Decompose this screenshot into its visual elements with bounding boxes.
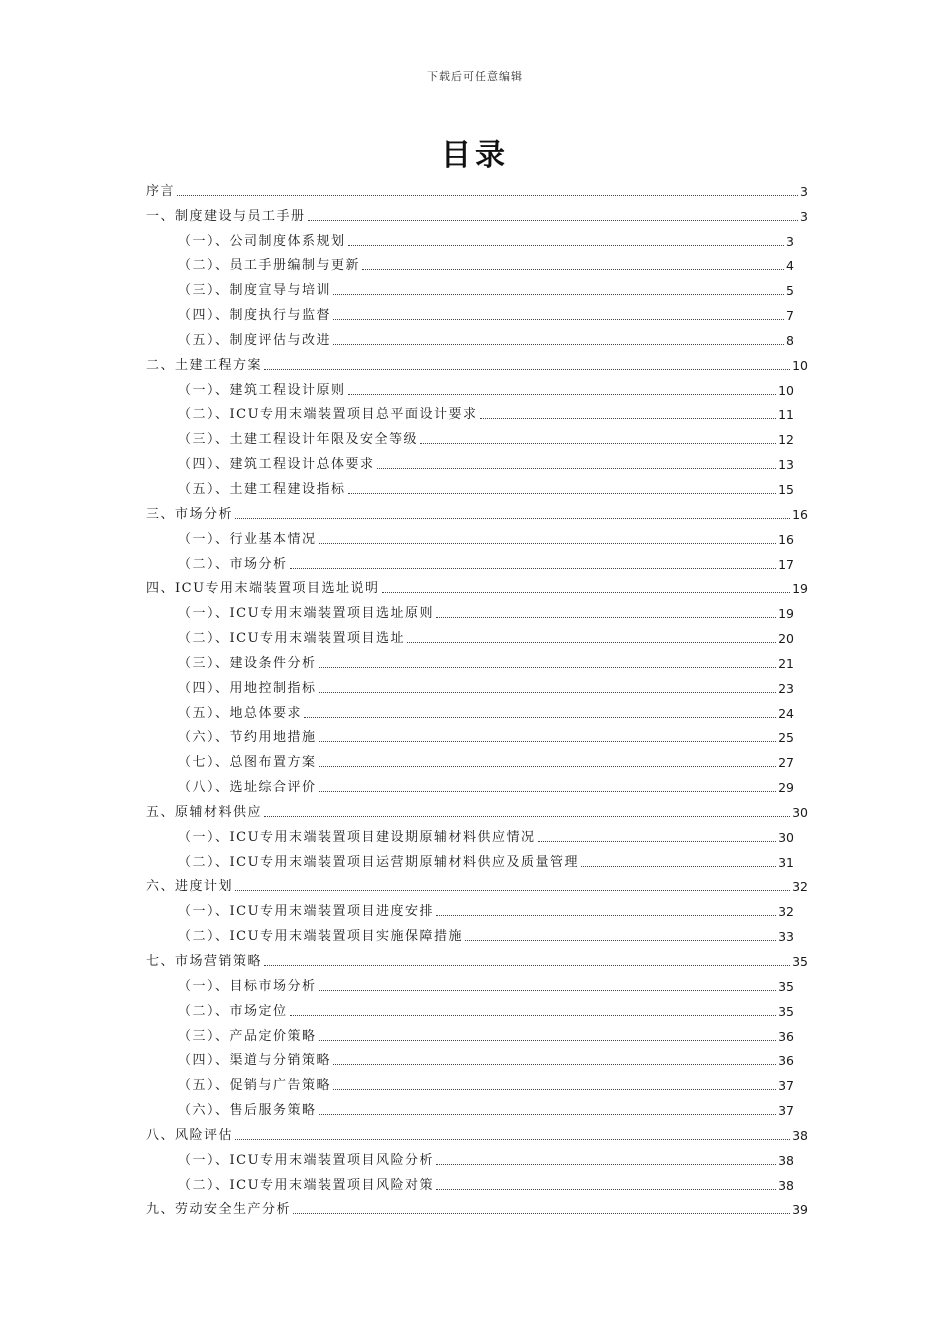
toc-entry-text: 九、劳动安全生产分析 <box>146 1202 292 1218</box>
toc-entry-text: 七、市场营销策略 <box>146 954 263 969</box>
toc-page-number: 37 <box>778 1103 794 1119</box>
toc-leader-dots <box>333 294 784 295</box>
toc-entry[interactable] <box>146 995 808 1020</box>
toc-page-number: 16 <box>792 506 808 522</box>
toc-entry[interactable] <box>146 622 808 647</box>
toc-page-number: 15 <box>778 481 794 497</box>
toc-entry-text: （三）、制度宣导与培训 <box>178 283 332 299</box>
toc-entry[interactable] <box>146 548 808 573</box>
toc-entry[interactable] <box>146 1194 808 1219</box>
toc-leader-dots <box>362 269 784 270</box>
toc-leader-dots <box>377 468 777 469</box>
page-title: 目录 <box>441 138 509 173</box>
toc-entry[interactable] <box>146 1094 808 1119</box>
toc-page-number: 36 <box>778 1028 794 1044</box>
toc-page-number: 4 <box>786 258 794 274</box>
toc-leader-dots <box>319 1114 777 1115</box>
header-note: 下载后可任意编辑 <box>427 70 523 83</box>
toc-leader-dots <box>348 493 777 494</box>
toc-entry[interactable] <box>146 1045 808 1070</box>
toc-entry-text: （三）、土建工程设计年限及安全等级 <box>178 432 419 448</box>
toc-leader-dots <box>436 915 776 916</box>
toc-entry-text: 四、ICU专用末端装置项目选址说明 <box>146 581 380 597</box>
toc-entry[interactable] <box>146 1119 808 1144</box>
toc-entry[interactable] <box>146 970 808 995</box>
toc-entry[interactable] <box>146 945 808 970</box>
toc-entry[interactable] <box>146 722 808 747</box>
toc-entry[interactable] <box>146 423 808 448</box>
toc-page-number: 10 <box>778 382 794 398</box>
toc-entry-text: （五）、土建工程建设指标 <box>178 481 346 497</box>
toc-page-number: 12 <box>778 432 794 448</box>
toc-entry[interactable] <box>146 771 808 796</box>
toc-leader-dots <box>436 1164 776 1165</box>
toc-entry[interactable] <box>146 672 808 697</box>
toc-leader-dots <box>319 1040 777 1041</box>
toc-leader-dots <box>436 1189 776 1190</box>
toc-leader-dots <box>465 940 776 941</box>
toc-entry-text: （三）、建设条件分析 <box>178 655 317 671</box>
toc-page-number: 10 <box>792 357 808 373</box>
toc-entry-text: 三、市场分析 <box>146 506 234 522</box>
toc-entry-text: （四）、制度执行与监督 <box>178 308 332 324</box>
toc-page-number: 32 <box>778 904 794 920</box>
toc-entry[interactable] <box>146 697 808 722</box>
toc-entry-text: （二）、ICU专用末端装置项目选址 <box>178 631 406 647</box>
toc-leader-dots <box>333 1089 776 1090</box>
toc-page-number: 38 <box>778 1177 794 1193</box>
toc-leader-dots <box>264 816 790 817</box>
toc-entry[interactable] <box>146 498 808 523</box>
toc-entry-text: 序言 <box>146 183 176 199</box>
toc-entry[interactable] <box>146 647 808 672</box>
toc-page-number: 27 <box>778 755 794 771</box>
toc-page-number: 39 <box>792 1202 808 1218</box>
toc-entry-text: （一）、公司制度体系规划 <box>178 233 346 249</box>
toc-page-number: 38 <box>792 1127 808 1143</box>
toc-leader-dots <box>177 195 798 196</box>
toc-page-number: 30 <box>792 804 808 820</box>
toc-page-number: 35 <box>792 954 808 969</box>
toc-page-number: 7 <box>786 308 794 324</box>
toc-entry-text: （一）、ICU专用末端装置项目风险分析 <box>178 1152 435 1168</box>
toc-leader-dots <box>538 841 777 842</box>
toc-leader-dots <box>319 543 777 544</box>
toc-page-number: 32 <box>792 879 808 895</box>
toc-page-number: 20 <box>778 631 794 647</box>
toc-entry-text: （二）、ICU专用末端装置项目风险对策 <box>178 1177 435 1193</box>
toc-leader-dots <box>293 1213 790 1214</box>
toc-entry[interactable] <box>146 349 808 374</box>
toc-entry[interactable] <box>146 1169 808 1194</box>
toc-page-number: 31 <box>778 854 794 870</box>
toc-entry-text: （六）、节约用地措施 <box>178 730 317 746</box>
toc-entry[interactable] <box>146 274 808 299</box>
toc-leader-dots <box>333 1064 776 1065</box>
toc-page-number: 35 <box>778 978 794 994</box>
toc-leader-dots <box>319 766 777 767</box>
toc-page-number: 16 <box>778 531 794 547</box>
toc-leader-dots <box>436 617 776 618</box>
toc-entry-text: 六、进度计划 <box>146 879 234 895</box>
toc-leader-dots <box>290 568 777 569</box>
toc-leader-dots <box>308 220 799 221</box>
toc-entry-text: （一）、ICU专用末端装置项目选址原则 <box>178 606 435 622</box>
toc-page-number: 30 <box>778 829 794 845</box>
toc-entry[interactable] <box>146 1020 808 1045</box>
toc-entry-text: （一）、行业基本情况 <box>178 531 317 547</box>
toc-entry-text: （二）、市场定位 <box>178 1003 288 1019</box>
toc-page-number: 25 <box>778 730 794 746</box>
toc-entry-text: （二）、ICU专用末端装置项目总平面设计要求 <box>178 407 478 423</box>
toc-page-number: 38 <box>778 1152 794 1168</box>
toc-entry-text: （二）、ICU专用末端装置项目运营期原辅材料供应及质量管理 <box>178 854 580 870</box>
toc-entry-text: （八）、选址综合评价 <box>178 780 317 796</box>
toc-entry[interactable] <box>146 895 808 920</box>
toc-entry-text: （七）、总图布置方案 <box>178 755 317 771</box>
toc-page-number: 36 <box>778 1053 794 1069</box>
toc-leader-dots <box>235 890 790 891</box>
toc-leader-dots <box>319 741 777 742</box>
toc-entry-text: 五、原辅材料供应 <box>146 804 263 820</box>
toc-entry[interactable] <box>146 324 808 349</box>
toc-entry[interactable] <box>146 871 808 896</box>
toc-entry[interactable] <box>146 473 808 498</box>
toc-leader-dots <box>235 1139 790 1140</box>
toc-entry[interactable] <box>146 399 808 424</box>
toc-entry-text: （一）、ICU专用末端装置项目建设期原辅材料供应情况 <box>178 829 536 845</box>
toc-page-number: 35 <box>778 1003 794 1019</box>
toc-leader-dots <box>235 518 790 519</box>
toc-entry[interactable] <box>146 796 808 821</box>
toc-entry[interactable] <box>146 523 808 548</box>
table-of-contents <box>146 175 808 1218</box>
toc-leader-dots <box>480 418 777 419</box>
toc-entry[interactable] <box>146 597 808 622</box>
toc-page-number: 8 <box>786 332 794 348</box>
toc-page-number: 19 <box>778 606 794 622</box>
toc-page-number: 3 <box>786 233 794 249</box>
toc-entry[interactable] <box>146 920 808 945</box>
toc-leader-dots <box>581 866 776 867</box>
toc-entry[interactable] <box>146 374 808 399</box>
toc-entry-text: 二、土建工程方案 <box>146 357 263 373</box>
toc-page-number: 5 <box>786 283 794 299</box>
toc-leader-dots <box>348 394 777 395</box>
toc-entry[interactable] <box>146 225 808 250</box>
toc-leader-dots <box>420 443 776 444</box>
toc-entry-text: 八、风险评估 <box>146 1127 234 1143</box>
toc-entry-text: （四）、用地控制指标 <box>178 680 317 696</box>
toc-entry-text: （一）、目标市场分析 <box>178 978 317 994</box>
toc-leader-dots <box>290 1015 777 1016</box>
toc-page-number: 29 <box>778 780 794 796</box>
toc-entry-text: （三）、产品定价策略 <box>178 1028 317 1044</box>
toc-entry[interactable] <box>146 250 808 275</box>
toc-entry[interactable] <box>146 1144 808 1169</box>
toc-entry-text: （一）、ICU专用末端装置项目进度安排 <box>178 904 435 920</box>
toc-entry-text: （五）、制度评估与改进 <box>178 332 332 348</box>
toc-entry-text: （五）、地总体要求 <box>178 705 303 721</box>
toc-entry-text: （二）、ICU专用末端装置项目实施保障措施 <box>178 929 464 945</box>
toc-entry[interactable] <box>146 175 808 200</box>
toc-leader-dots <box>319 692 777 693</box>
toc-leader-dots <box>264 369 790 370</box>
toc-leader-dots <box>319 990 777 991</box>
toc-entry-text: （一）、建筑工程设计原则 <box>178 382 346 398</box>
toc-entry[interactable] <box>146 448 808 473</box>
toc-entry-text: 一、制度建设与员工手册 <box>146 208 306 224</box>
toc-leader-dots <box>319 791 777 792</box>
toc-entry[interactable] <box>146 746 808 771</box>
toc-page-number: 3 <box>800 208 808 224</box>
toc-entry-text: （四）、渠道与分销策略 <box>178 1053 332 1069</box>
toc-entry[interactable] <box>146 846 808 871</box>
toc-page-number: 24 <box>778 705 794 721</box>
toc-entry[interactable] <box>146 299 808 324</box>
toc-entry[interactable] <box>146 573 808 598</box>
toc-entry-text: （四）、建筑工程设计总体要求 <box>178 457 375 473</box>
toc-leader-dots <box>333 319 784 320</box>
toc-leader-dots <box>319 667 777 668</box>
toc-entry-text: （二）、市场分析 <box>178 556 288 572</box>
toc-entry[interactable] <box>146 1069 808 1094</box>
toc-page-number: 37 <box>778 1078 794 1094</box>
toc-entry[interactable] <box>146 821 808 846</box>
toc-entry-text: （二）、员工手册编制与更新 <box>178 258 361 274</box>
toc-leader-dots <box>348 245 785 246</box>
toc-page-number: 3 <box>800 183 808 199</box>
toc-page-number: 11 <box>778 407 794 423</box>
toc-page-number: 23 <box>778 680 794 696</box>
toc-page-number: 21 <box>778 655 794 671</box>
toc-leader-dots <box>382 592 791 593</box>
toc-page-number: 19 <box>792 581 808 597</box>
toc-leader-dots <box>333 344 784 345</box>
toc-entry-text: （六）、售后服务策略 <box>178 1103 317 1119</box>
toc-page-number: 17 <box>778 556 794 572</box>
toc-leader-dots <box>407 642 776 643</box>
toc-leader-dots <box>304 717 776 718</box>
toc-entry-text: （五）、促销与广告策略 <box>178 1078 332 1094</box>
toc-page-number: 13 <box>778 457 794 473</box>
toc-entry[interactable] <box>146 200 808 225</box>
toc-leader-dots <box>264 965 790 966</box>
toc-page-number: 33 <box>778 929 794 945</box>
